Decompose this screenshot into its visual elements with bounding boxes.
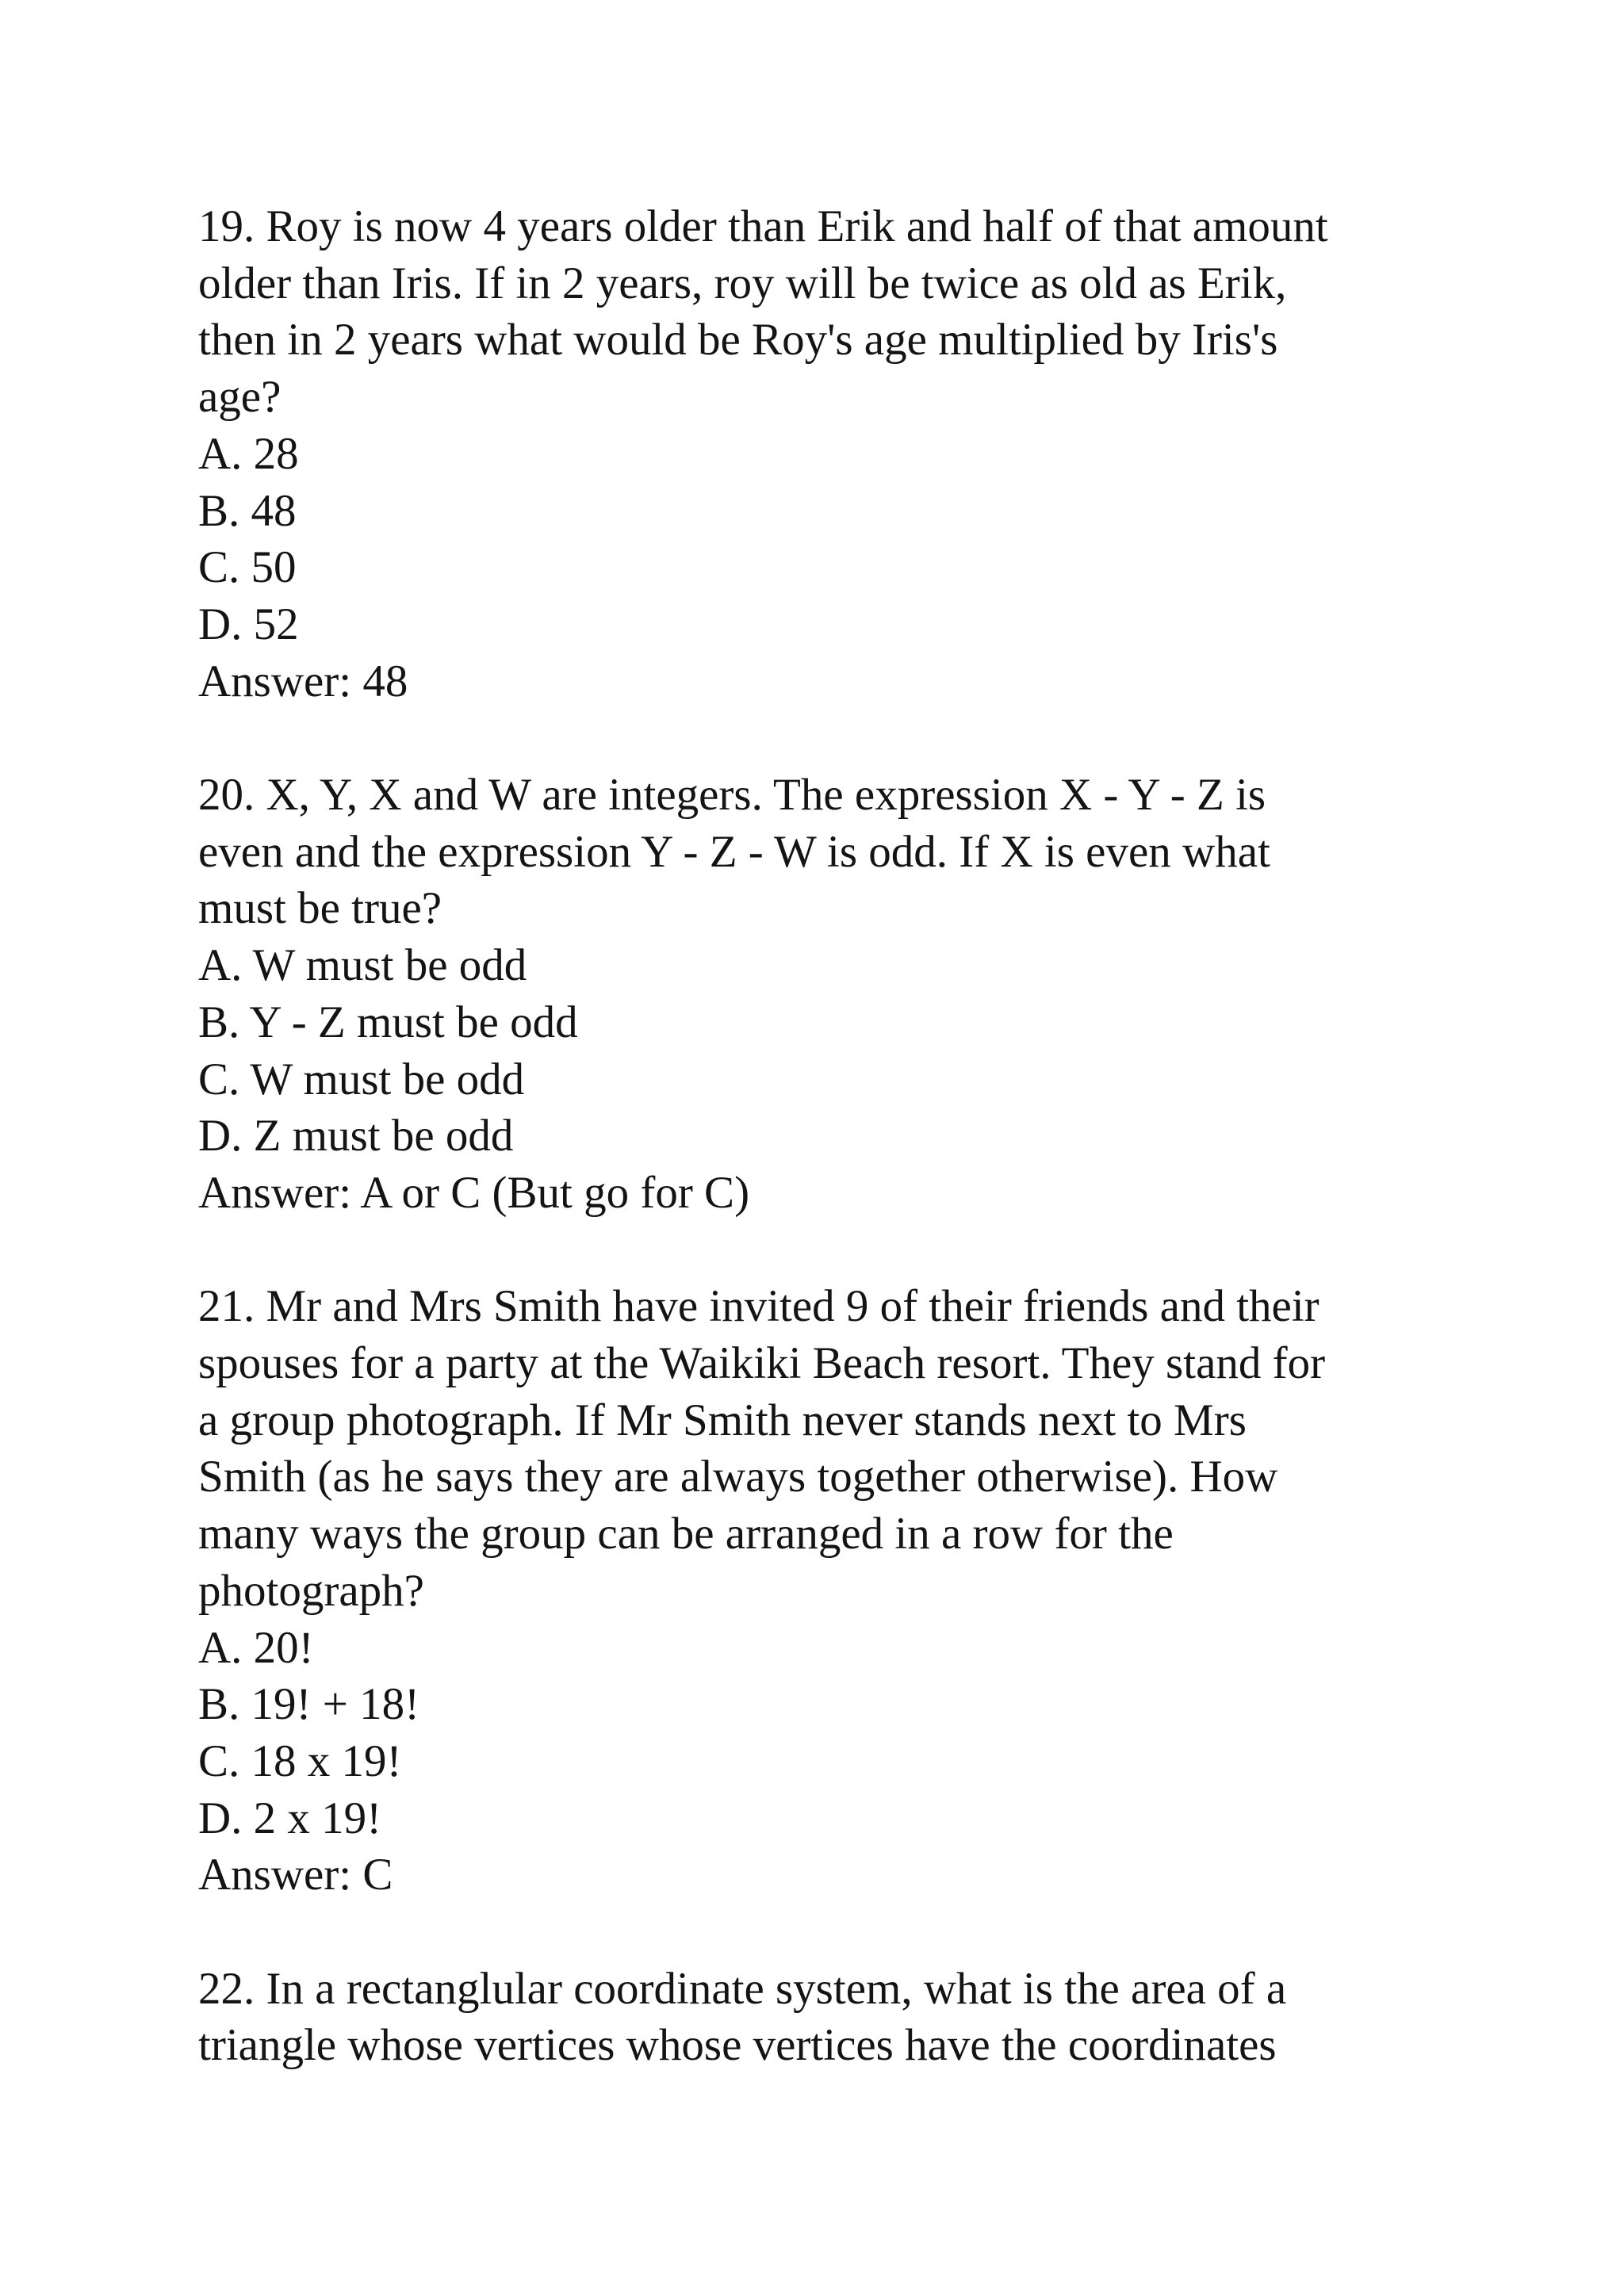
option-b: B. Y - Z must be odd [198,997,578,1047]
question-text-line: photograph? [198,1565,424,1616]
question-text-line: spouses for a party at the Waikiki Beach resort. They stand for [198,1338,1326,1389]
question-text-line: 22. In a rectanglular coordinate system, what is the area of a [198,1963,1287,2014]
option-c: C. 18 x 19! [198,1735,402,1786]
question-stem [198,198,1451,426]
question-20 [198,767,1451,1222]
question-21 [198,1278,1451,1904]
question-text-line: then in 2 years what would be Roy's age multiplied by Iris's [198,315,1278,365]
question-stem [198,1961,1451,2074]
option-c: C. 50 [198,542,297,593]
option-b: B. 19! + 18! [198,1679,420,1730]
answer-text: Answer: A or C (But go for C) [198,1167,750,1218]
option-c: C. W must be odd [198,1054,525,1104]
answer-text: Answer: C [198,1850,393,1900]
question-text-line: many ways the group can be arranged in a row for the [198,1509,1174,1559]
question-stem [198,767,1451,937]
question-text-line: 20. X, Y, X and W are integers. The expression X - Y - Z is [198,770,1266,821]
option-d: D. 2 x 19! [198,1793,382,1843]
question-text-line: age? [198,372,282,423]
option-d: D. Z must be odd [198,1111,514,1161]
question-19 [198,198,1451,710]
question-text-line: triangle whose vertices whose vertices have the coordinates [198,2020,1277,2071]
question-text-line: 19. Roy is now 4 years older than Erik and half of that amount [198,201,1328,251]
option-a: A. 28 [198,428,299,479]
question-text-line: even and the expression Y - Z - W is odd. If X is even what [198,826,1270,877]
question-22 [198,1961,1451,2074]
question-text-line: Smith (as he says they are always together otherwise). How [198,1452,1278,1502]
answer-text: Answer: 48 [198,656,408,706]
option-a: A. W must be odd [198,940,527,991]
option-a: A. 20! [198,1622,314,1673]
question-text-line: older than Iris. If in 2 years, roy will be twice as old as Erik, [198,258,1287,308]
question-stem [198,1278,1451,1619]
document-page [198,198,1451,2131]
option-b: B. 48 [198,485,297,536]
question-text-line: must be true? [198,883,442,934]
question-text-line: 21. Mr and Mrs Smith have invited 9 of their friends and their [198,1281,1320,1332]
question-text-line: a group photograph. If Mr Smith never stands next to Mrs [198,1395,1247,1445]
option-d: D. 52 [198,599,299,649]
